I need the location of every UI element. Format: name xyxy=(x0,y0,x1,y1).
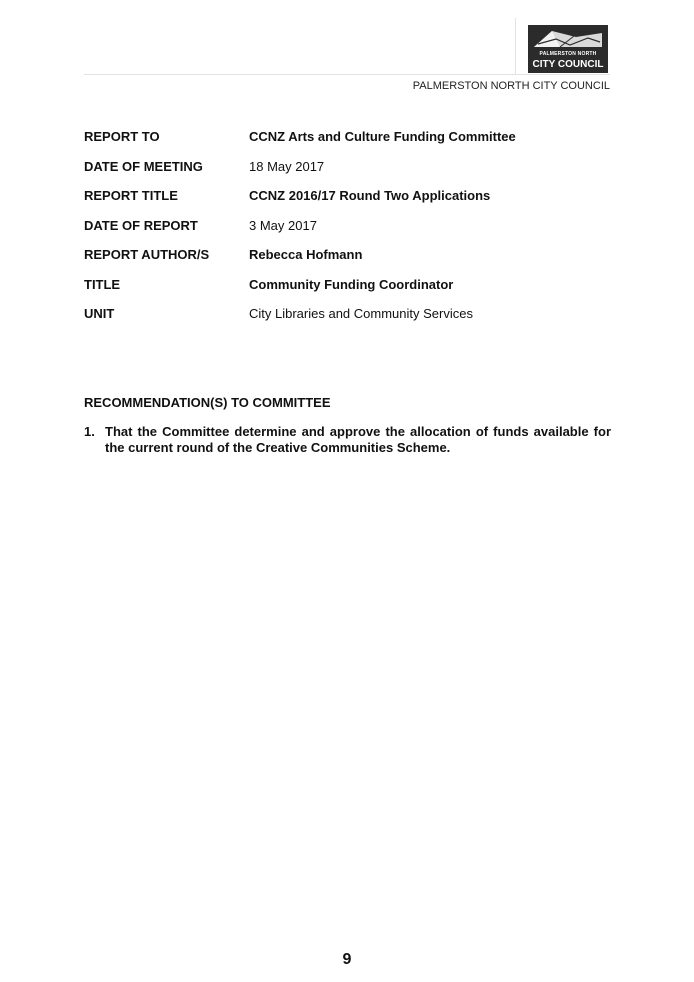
meta-row-date-of-report xyxy=(84,217,614,247)
council-logo xyxy=(528,25,608,73)
meta-label: REPORT TO xyxy=(84,129,160,144)
meta-label: TITLE xyxy=(84,276,121,292)
meta-value: Rebecca Hofmann xyxy=(249,247,363,262)
meta-value: CCNZ 2016/17 Round Two Applications xyxy=(249,188,491,203)
report-metadata xyxy=(84,128,614,335)
meta-label: REPORT AUTHOR/S xyxy=(84,247,210,262)
meta-value: CCNZ Arts and Culture Funding Committee xyxy=(249,129,516,144)
header-divider xyxy=(84,74,610,75)
meta-label: UNIT xyxy=(84,306,115,321)
meta-row-date-of-meeting xyxy=(84,158,614,188)
meta-row-report-title xyxy=(84,187,614,217)
recommendation-number: 1. xyxy=(84,424,95,439)
meta-label: DATE OF REPORT xyxy=(84,217,198,233)
meta-label: REPORT TITLE xyxy=(84,188,178,203)
logo-text-top: PALMERSTON NORTH xyxy=(539,51,597,57)
meta-label: DATE OF MEETING xyxy=(84,158,203,174)
meta-value: 18 May 2017 xyxy=(249,158,325,174)
meta-value: Community Funding Coordinator xyxy=(249,276,454,292)
meta-row-title xyxy=(84,276,614,306)
recommendations-list xyxy=(84,424,611,456)
meta-value: 3 May 2017 xyxy=(249,217,317,233)
page-number: 9 xyxy=(342,951,352,968)
logo-text-bottom: CITY COUNCIL xyxy=(532,59,604,70)
recommendation-text: That the Committee determine and approve the allocation of funds available for the current round of the Creative Communities Scheme. xyxy=(105,424,611,455)
meta-value: City Libraries and Community Services xyxy=(249,306,473,321)
organization-name: PALMERSTON NORTH CITY COUNCIL xyxy=(412,80,610,92)
recommendation-item xyxy=(84,424,611,456)
recommendations-heading: RECOMMENDATION(S) TO COMMITTEE xyxy=(84,395,331,410)
landscape-logo-icon xyxy=(530,27,606,51)
header-vertical-divider xyxy=(515,18,516,74)
meta-row-unit xyxy=(84,305,614,335)
meta-row-report-to xyxy=(84,128,614,158)
meta-row-report-authors xyxy=(84,246,614,276)
